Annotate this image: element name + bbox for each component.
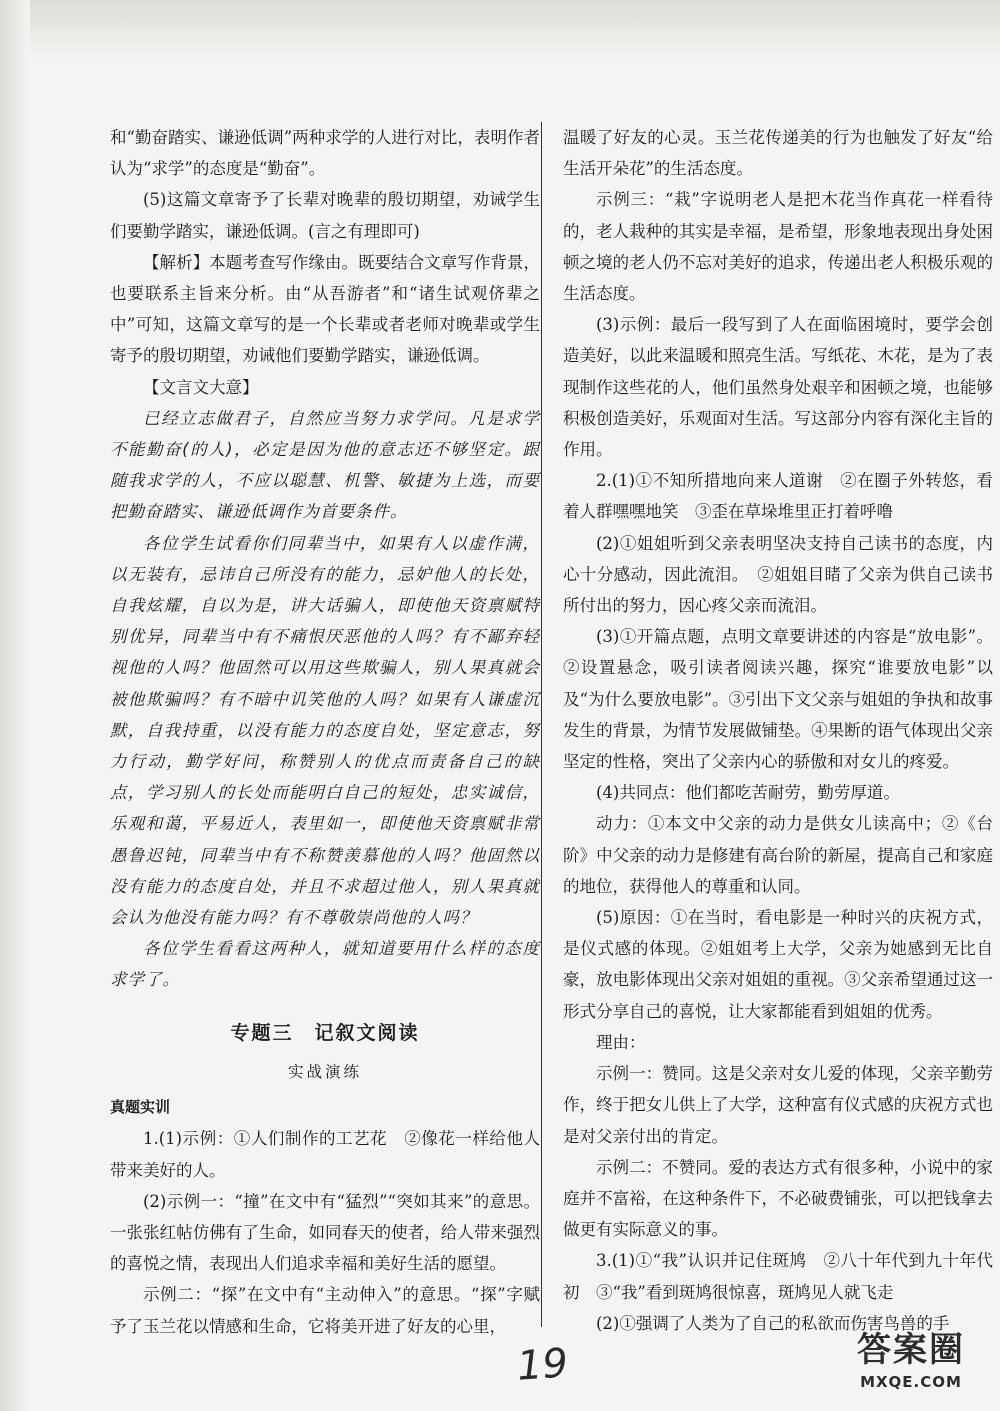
paragraph: 示例二：“探”在文中有“主动伸入”的意思。“探”字赋予了玉兰花以情感和生命，它将美开进了好友的心里， — [110, 1285, 540, 1336]
paragraph: 2.(1)①不知所措地向来人道谢 ②在圈子外转悠，看着人群嘿嘿地笑 ③歪在草垛堆里正打着呼噜 — [563, 471, 993, 522]
column-divider — [541, 122, 542, 1327]
paragraph: 和“勤奋踏实、谦逊低调”两种求学的人进行对比，表明作者认为“求学”的态度是“勤奋”。 — [110, 128, 540, 179]
watermark-url: MXQE.COM — [860, 1373, 962, 1391]
paragraph: (3)①开篇点题，点明文章要讲述的内容是“放电影”。②设置悬念，吸引读者阅读兴趣，探究“谁要放电影”以及“为什么要放电影”。③引出下文父亲与姐姐的争执和故事发生的背景，为情节发展做铺垫。④果断的语气体现出父亲坚定的性格，突出了父亲内心的骄傲和对女儿的疼爱。 — [563, 627, 993, 772]
paragraph: 动力：①本文中父亲的动力是供女儿读高中；②《台阶》中父亲的动力是修建有高台阶的新屋，提高自己和家庭的地位，获得他人的尊重和认同。 — [563, 814, 993, 896]
section-subtitle: 实战演练 — [287, 1062, 362, 1081]
paragraph: 【文言文大意】 — [143, 377, 259, 397]
page-edge-shadow-left — [0, 0, 30, 1411]
page-number: 19 — [515, 1340, 570, 1390]
paragraph: 各位学生试看你们同辈当中，如果有人以虚作满，以无装有，忌讳自己所没有的能力，忌妒他人的长处，自我炫耀，自以为是，讲大话骗人，即使他天资禀赋特别优异，同辈当中有不痛恨厌恶他的人吗？有不鄙弃轻视他的人吗？他固然可以用这些欺骗人，别人果真就会被他欺骗吗？有不暗中讥笑他的人吗？如果有人谦虚沉默，自我持重，以没有能力的态度自处，坚定意志，努力行动，勤学好问，称赞别人的优点而责备自己的缺点，学习别人的长处而能明白自己的短处，忠实诚信，乐观和蔼，平易近人，表里如一，即使他天资禀赋非常愚鲁迟钝，同辈当中有不称赞羡慕他的人吗？他固然以没有能力的态度自处，并且不求超过他人，别人果真就会认为他没有能力吗？有不尊敬崇尚他的人吗？ — [110, 533, 540, 928]
paragraph: 温暖了好友的心灵。玉兰花传递美的行为也触发了好友“给生活开朵花”的生活态度。 — [563, 128, 993, 179]
paragraph: 示例一：赞同。这是父亲对女儿爱的体现，父亲辛勤劳作，终于把女儿供上了大学，这种富有仪式感的庆祝方式也是对父亲付出的肯定。 — [563, 1064, 993, 1146]
paragraph: 1.(1)示例：①人们制作的工艺花 ②像花一样给他人带来美好的人。 — [110, 1129, 540, 1180]
paragraph: (2)①姐姐听到父亲表明坚决支持自己读书的态度，内心十分感动，因此流泪。 ②姐姐目睹了父亲为供自己读书所付出的努力，因心疼父亲而流泪。 — [563, 533, 993, 616]
paragraph: (2)示例一：“撞”在文中有“猛烈”“突如其来”的意思。一张张红帖仿佛有了生命，如同春天的使者，给人带来强烈的喜悦之情，表现出人们追求幸福和美好生活的愿望。 — [110, 1191, 540, 1274]
paragraph: (5)这篇文章寄予了长辈对晚辈的殷切期望，劝诫学生们要勤学踏实，谦逊低调。(言之有理即可) — [110, 190, 540, 241]
watermark-logo: 答案圈 — [857, 1330, 965, 1370]
paragraph: (4)共同点：他们都吃苦耐劳，勤劳厚道。 — [596, 783, 900, 803]
paragraph: 理由： — [596, 1032, 646, 1052]
paragraph: (2)①强调了人类为了自己的私欲而伤害鸟兽的手 — [596, 1313, 950, 1333]
right-column — [563, 122, 993, 1339]
paragraph: 【解析】本题考查写作缘由。既要结合文章写作背景，也要联系主旨来分析。由“从吾游者”和“诸生试观侪辈之中”可知，这篇文章写的是一个长辈或者老师对晚辈或学生寄予的殷切期望，劝诫他们要勤学踏实，谦逊低调。 — [110, 252, 540, 366]
paragraph: 3.(1)①“我”认识并记住斑鸠 ②八十年代到九十年代初 ③“我”看到斑鸠很惊喜，斑鸠见人就飞走 — [563, 1251, 993, 1302]
page-edge-shadow — [0, 0, 1000, 60]
subhead: 真题实训 — [110, 1098, 171, 1117]
left-column — [110, 122, 540, 1342]
paragraph: 各位学生看看这两种人，就知道要用什么样的态度求学了。 — [110, 939, 540, 990]
paragraph: 已经立志做君子，自然应当努力求学问。凡是求学不能勤奋(的人)，必定是因为他的意志还不够坚定。跟随我求学的人，不应以聪慧、机警、敏捷为上选，而要把勤奋踏实、谦逊低调作为首要条件。 — [110, 408, 540, 522]
watermark — [826, 1322, 996, 1406]
paragraph: 示例三：“栽”字说明老人是把木花当作真花一样看待的，老人栽种的其实是幸福，是希望，形象地表现出身处困顿之境的老人仍不忘对美好的追求，传递出老人积极乐观的生活态度。 — [563, 190, 993, 304]
paragraph: (5)原因：①在当时，看电影是一种时兴的庆祝方式，是仪式感的体现。②姐姐考上大学，父亲为她感到无比自豪，放电影体现出父亲对姐姐的重视。③父亲希望通过这一形式分享自己的喜悦，让大家都能看到姐姐的优秀。 — [563, 908, 993, 1021]
paragraph: (3)示例：最后一段写到了人在面临困境时，要学会创造美好，以此来温暖和照亮生活。写纸花、木花，是为了表现制作这些花的人，他们虽然身处艰辛和困顿之境，也能够积极创造美好，乐观面对生活。写这部分内容有深化主旨的作用。 — [563, 315, 993, 460]
paragraph: 示例二：不赞同。爱的表达方式有很多种，小说中的家庭并不富裕，在这种条件下，不必破费铺张，可以把钱拿去做更有实际意义的事。 — [563, 1157, 993, 1240]
section-title: 专题三 记叙文阅读 — [230, 1021, 420, 1044]
